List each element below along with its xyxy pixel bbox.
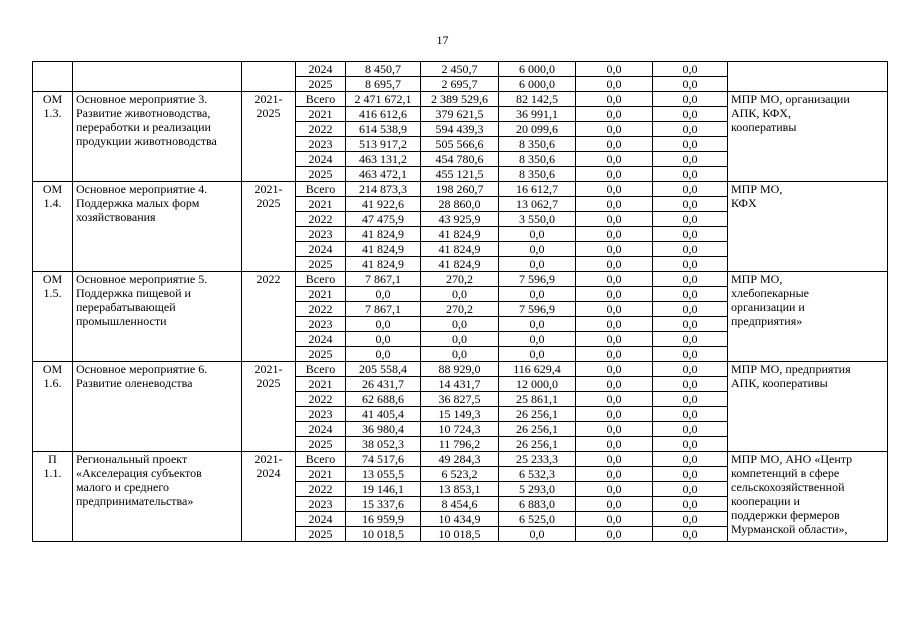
budget-source-4-cell: 0,0	[653, 287, 728, 302]
budget-source-3-cell: 0,0	[576, 152, 653, 167]
budget-source-2-cell: 26 256,1	[499, 407, 576, 422]
budget-source-3-cell: 0,0	[576, 167, 653, 182]
total-amount-cell: 74 517,6	[346, 452, 421, 467]
budget-source-1-cell: 505 566,6	[421, 137, 499, 152]
responsible-cell	[728, 62, 888, 92]
year-cell: 2024	[296, 332, 346, 347]
period-line: 2025	[256, 106, 281, 120]
budget-source-1-cell: 10 018,5	[421, 527, 499, 542]
budget-source-3-cell: 0,0	[576, 482, 653, 497]
budget-source-1-cell: 594 439,3	[421, 122, 499, 137]
budget-source-3-cell: 0,0	[576, 497, 653, 512]
year-cell: 2021	[296, 107, 346, 122]
budget-source-1-cell: 454 780,6	[421, 152, 499, 167]
budget-source-3-cell: 0,0	[576, 182, 653, 197]
year-cell: 2023	[296, 497, 346, 512]
total-amount-cell: 214 873,3	[346, 182, 421, 197]
responsible-line: МПР МО, АНО «Центр	[731, 452, 853, 466]
year-cell: 2021	[296, 377, 346, 392]
total-amount-cell: 16 959,9	[346, 512, 421, 527]
year-cell: 2024	[296, 242, 346, 257]
budget-source-3-cell: 0,0	[576, 272, 653, 287]
activity-code-cell	[33, 92, 73, 182]
total-amount-cell: 463 472,1	[346, 167, 421, 182]
budget-source-4-cell: 0,0	[653, 137, 728, 152]
year-cell: Всего	[296, 362, 346, 377]
budget-source-1-cell: 10 434,9	[421, 512, 499, 527]
budget-source-1-cell: 11 796,2	[421, 437, 499, 452]
budget-source-2-cell: 3 550,0	[499, 212, 576, 227]
period-line: 2024	[256, 466, 281, 480]
budget-source-4-cell: 0,0	[653, 212, 728, 227]
year-cell: 2022	[296, 122, 346, 137]
responsible-line: хлебопекарные	[731, 286, 809, 300]
budget-source-2-cell: 25 861,1	[499, 392, 576, 407]
budget-source-2-cell: 0,0	[499, 227, 576, 242]
budget-source-1-cell: 379 621,5	[421, 107, 499, 122]
year-cell: 2022	[296, 212, 346, 227]
activity-code-line: 1.4.	[43, 196, 62, 210]
period-cell	[242, 362, 296, 452]
budget-source-3-cell: 0,0	[576, 92, 653, 107]
budget-source-1-cell: 2 695,7	[421, 77, 499, 92]
table-row	[33, 62, 888, 77]
budget-source-2-cell: 8 350,6	[499, 152, 576, 167]
responsible-cell	[728, 272, 888, 362]
budget-source-1-cell: 6 523,2	[421, 467, 499, 482]
activity-name-line: Поддержка пищевой и	[76, 286, 191, 300]
year-cell: 2024	[296, 62, 346, 77]
budget-source-3-cell: 0,0	[576, 422, 653, 437]
activity-code-line: П	[48, 452, 57, 466]
budget-table	[32, 61, 888, 542]
budget-source-4-cell: 0,0	[653, 362, 728, 377]
total-amount-cell: 0,0	[346, 317, 421, 332]
budget-source-1-cell: 36 827,5	[421, 392, 499, 407]
activity-name-line: Основное мероприятие 3.	[76, 92, 208, 106]
total-amount-cell: 13 055,5	[346, 467, 421, 482]
activity-name-cell	[73, 62, 242, 92]
budget-source-3-cell: 0,0	[576, 437, 653, 452]
budget-source-2-cell: 0,0	[499, 257, 576, 272]
table-row	[33, 362, 888, 377]
year-cell: Всего	[296, 92, 346, 107]
year-cell: 2021	[296, 197, 346, 212]
responsible-line: Мурманской области»,	[731, 522, 848, 536]
year-cell: 2023	[296, 407, 346, 422]
budget-source-2-cell: 6 000,0	[499, 62, 576, 77]
activity-code-cell	[33, 452, 73, 542]
budget-source-3-cell: 0,0	[576, 467, 653, 482]
activity-name-line: предпринимательства»	[76, 494, 194, 508]
year-cell: 2022	[296, 482, 346, 497]
period-cell	[242, 62, 296, 92]
activity-name-cell	[73, 362, 242, 452]
responsible-line: МПР МО,	[731, 272, 783, 286]
budget-source-4-cell: 0,0	[653, 332, 728, 347]
budget-source-1-cell: 8 454,6	[421, 497, 499, 512]
activity-code-line: 1.6.	[43, 376, 62, 390]
activity-code-line: ОМ	[42, 362, 63, 376]
total-amount-cell: 41 824,9	[346, 227, 421, 242]
budget-source-4-cell: 0,0	[653, 197, 728, 212]
budget-source-2-cell: 8 350,6	[499, 167, 576, 182]
table-row	[33, 92, 888, 107]
budget-source-1-cell: 2 450,7	[421, 62, 499, 77]
budget-source-1-cell: 15 149,3	[421, 407, 499, 422]
budget-source-4-cell: 0,0	[653, 347, 728, 362]
budget-source-1-cell: 0,0	[421, 317, 499, 332]
budget-source-4-cell: 0,0	[653, 62, 728, 77]
budget-source-2-cell: 13 062,7	[499, 197, 576, 212]
budget-source-2-cell: 12 000,0	[499, 377, 576, 392]
budget-source-1-cell: 0,0	[421, 287, 499, 302]
budget-source-3-cell: 0,0	[576, 257, 653, 272]
responsible-line: КФХ	[731, 196, 757, 210]
budget-source-2-cell: 116 629,4	[499, 362, 576, 377]
year-cell: 2025	[296, 437, 346, 452]
budget-source-3-cell: 0,0	[576, 137, 653, 152]
year-cell: 2022	[296, 302, 346, 317]
period-line: 2021-	[254, 182, 283, 196]
activity-code-cell	[33, 362, 73, 452]
activity-name-cell	[73, 182, 242, 272]
budget-source-1-cell: 28 860,0	[421, 197, 499, 212]
budget-source-4-cell: 0,0	[653, 152, 728, 167]
budget-source-4-cell: 0,0	[653, 377, 728, 392]
budget-source-4-cell: 0,0	[653, 452, 728, 467]
budget-source-4-cell: 0,0	[653, 482, 728, 497]
year-cell: 2025	[296, 347, 346, 362]
activity-name-cell	[73, 92, 242, 182]
table-row	[33, 272, 888, 287]
activity-name-line: Развитие оленеводства	[76, 376, 193, 390]
budget-source-4-cell: 0,0	[653, 422, 728, 437]
responsible-line: поддержки фермеров	[731, 508, 840, 522]
budget-source-2-cell: 5 293,0	[499, 482, 576, 497]
budget-source-1-cell: 13 853,1	[421, 482, 499, 497]
budget-source-2-cell: 0,0	[499, 332, 576, 347]
activity-name-line: перерабатывающей	[76, 300, 176, 314]
year-cell: Всего	[296, 182, 346, 197]
period-line: 2021-	[254, 452, 283, 466]
activity-code-cell	[33, 62, 73, 92]
budget-source-4-cell: 0,0	[653, 512, 728, 527]
budget-source-1-cell: 2 389 529,6	[421, 92, 499, 107]
total-amount-cell: 7 867,1	[346, 272, 421, 287]
year-cell: 2023	[296, 137, 346, 152]
budget-source-2-cell: 6 532,3	[499, 467, 576, 482]
period-line: 2021-	[254, 362, 283, 376]
budget-source-3-cell: 0,0	[576, 287, 653, 302]
budget-source-1-cell: 0,0	[421, 347, 499, 362]
year-cell: 2021	[296, 467, 346, 482]
responsible-cell	[728, 92, 888, 182]
table-row	[33, 182, 888, 197]
budget-source-4-cell: 0,0	[653, 317, 728, 332]
total-amount-cell: 38 052,3	[346, 437, 421, 452]
period-cell	[242, 182, 296, 272]
responsible-line: сельскохозяйственной	[731, 480, 845, 494]
budget-source-2-cell: 6 000,0	[499, 77, 576, 92]
budget-source-3-cell: 0,0	[576, 197, 653, 212]
budget-source-4-cell: 0,0	[653, 242, 728, 257]
total-amount-cell: 205 558,4	[346, 362, 421, 377]
activity-code-cell	[33, 272, 73, 362]
total-amount-cell: 10 018,5	[346, 527, 421, 542]
budget-source-4-cell: 0,0	[653, 437, 728, 452]
budget-source-4-cell: 0,0	[653, 392, 728, 407]
budget-source-1-cell: 14 431,7	[421, 377, 499, 392]
year-cell: 2023	[296, 227, 346, 242]
budget-source-1-cell: 43 925,9	[421, 212, 499, 227]
budget-source-4-cell: 0,0	[653, 467, 728, 482]
period-cell	[242, 272, 296, 362]
responsible-line: кооперации и	[731, 494, 800, 508]
period-cell	[242, 452, 296, 542]
year-cell: 2024	[296, 152, 346, 167]
budget-source-2-cell: 6 525,0	[499, 512, 576, 527]
responsible-line: АПК, кооперативы	[731, 376, 828, 390]
budget-source-1-cell: 41 824,9	[421, 257, 499, 272]
activity-name-line: Основное мероприятие 4.	[76, 182, 208, 196]
activity-name-line: промышленности	[76, 314, 167, 328]
budget-source-2-cell: 0,0	[499, 317, 576, 332]
year-cell: Всего	[296, 452, 346, 467]
responsible-line: кооперативы	[731, 120, 797, 134]
budget-source-4-cell: 0,0	[653, 272, 728, 287]
year-cell: 2024	[296, 512, 346, 527]
budget-source-4-cell: 0,0	[653, 167, 728, 182]
activity-name-cell	[73, 452, 242, 542]
period-line: 2021-	[254, 92, 283, 106]
budget-source-4-cell: 0,0	[653, 497, 728, 512]
budget-source-2-cell: 0,0	[499, 287, 576, 302]
budget-source-2-cell: 26 256,1	[499, 422, 576, 437]
total-amount-cell: 416 612,6	[346, 107, 421, 122]
budget-source-2-cell: 82 142,5	[499, 92, 576, 107]
total-amount-cell: 0,0	[346, 287, 421, 302]
activity-code-line: 1.5.	[43, 286, 62, 300]
activity-code-line: ОМ	[42, 182, 63, 196]
budget-source-1-cell: 270,2	[421, 302, 499, 317]
activity-name-line: продукции животноводства	[76, 134, 217, 148]
year-cell: 2025	[296, 77, 346, 92]
activity-code-cell	[33, 182, 73, 272]
budget-source-4-cell: 0,0	[653, 107, 728, 122]
budget-source-3-cell: 0,0	[576, 407, 653, 422]
budget-source-1-cell: 10 724,3	[421, 422, 499, 437]
budget-source-3-cell: 0,0	[576, 242, 653, 257]
activity-name-line: Развитие животноводства,	[76, 106, 211, 120]
activity-name-line: малого и среднего	[76, 480, 169, 494]
period-line: 2022	[256, 272, 281, 286]
total-amount-cell: 41 824,9	[346, 242, 421, 257]
budget-source-3-cell: 0,0	[576, 62, 653, 77]
budget-source-3-cell: 0,0	[576, 212, 653, 227]
budget-source-2-cell: 6 883,0	[499, 497, 576, 512]
total-amount-cell: 7 867,1	[346, 302, 421, 317]
activity-name-line: «Акселерация субъектов	[76, 466, 202, 480]
year-cell: 2024	[296, 422, 346, 437]
total-amount-cell: 463 131,2	[346, 152, 421, 167]
activity-name-cell	[73, 272, 242, 362]
budget-source-2-cell: 25 233,3	[499, 452, 576, 467]
period-line: 2025	[256, 196, 281, 210]
year-cell: Всего	[296, 272, 346, 287]
activity-name-line: Основное мероприятие 5.	[76, 272, 208, 286]
activity-name-line: Основное мероприятие 6.	[76, 362, 208, 376]
total-amount-cell: 19 146,1	[346, 482, 421, 497]
total-amount-cell: 47 475,9	[346, 212, 421, 227]
total-amount-cell: 41 922,6	[346, 197, 421, 212]
budget-source-3-cell: 0,0	[576, 392, 653, 407]
budget-source-3-cell: 0,0	[576, 512, 653, 527]
budget-source-1-cell: 270,2	[421, 272, 499, 287]
budget-source-3-cell: 0,0	[576, 302, 653, 317]
activity-name-line: хозяйствования	[76, 210, 156, 224]
page-number: 17	[436, 33, 449, 47]
responsible-line: МПР МО,	[731, 182, 783, 196]
budget-source-3-cell: 0,0	[576, 362, 653, 377]
budget-source-3-cell: 0,0	[576, 227, 653, 242]
budget-source-4-cell: 0,0	[653, 182, 728, 197]
total-amount-cell: 614 538,9	[346, 122, 421, 137]
budget-source-4-cell: 0,0	[653, 257, 728, 272]
budget-source-4-cell: 0,0	[653, 92, 728, 107]
total-amount-cell: 15 337,6	[346, 497, 421, 512]
total-amount-cell: 0,0	[346, 347, 421, 362]
budget-source-3-cell: 0,0	[576, 77, 653, 92]
table-row	[33, 452, 888, 467]
budget-source-3-cell: 0,0	[576, 452, 653, 467]
total-amount-cell: 41 824,9	[346, 257, 421, 272]
responsible-cell	[728, 182, 888, 272]
activity-name-line: переработки и реализации	[76, 120, 211, 134]
budget-source-3-cell: 0,0	[576, 122, 653, 137]
total-amount-cell: 2 471 672,1	[346, 92, 421, 107]
year-cell: 2022	[296, 392, 346, 407]
total-amount-cell: 62 688,6	[346, 392, 421, 407]
budget-source-4-cell: 0,0	[653, 227, 728, 242]
budget-source-2-cell: 20 099,6	[499, 122, 576, 137]
responsible-cell	[728, 452, 888, 542]
budget-source-2-cell: 26 256,1	[499, 437, 576, 452]
total-amount-cell: 513 917,2	[346, 137, 421, 152]
budget-source-2-cell: 0,0	[499, 242, 576, 257]
year-cell: 2021	[296, 287, 346, 302]
budget-source-4-cell: 0,0	[653, 527, 728, 542]
budget-source-3-cell: 0,0	[576, 377, 653, 392]
budget-source-1-cell: 41 824,9	[421, 227, 499, 242]
total-amount-cell: 41 405,4	[346, 407, 421, 422]
period-cell	[242, 92, 296, 182]
budget-source-1-cell: 49 284,3	[421, 452, 499, 467]
budget-source-3-cell: 0,0	[576, 347, 653, 362]
total-amount-cell: 26 431,7	[346, 377, 421, 392]
responsible-line: организации и	[731, 300, 805, 314]
budget-source-3-cell: 0,0	[576, 107, 653, 122]
responsible-line: компетенций в сфере	[731, 466, 840, 480]
budget-source-1-cell: 0,0	[421, 332, 499, 347]
activity-code-line: 1.1.	[43, 466, 62, 480]
activity-name-line: Региональный проект	[76, 452, 188, 466]
budget-source-1-cell: 198 260,7	[421, 182, 499, 197]
budget-source-2-cell: 36 991,1	[499, 107, 576, 122]
activity-name-line: Поддержка малых форм	[76, 196, 200, 210]
budget-source-4-cell: 0,0	[653, 302, 728, 317]
total-amount-cell: 0,0	[346, 332, 421, 347]
budget-source-4-cell: 0,0	[653, 122, 728, 137]
year-cell: 2023	[296, 317, 346, 332]
budget-source-2-cell: 16 612,7	[499, 182, 576, 197]
activity-code-line: ОМ	[42, 272, 63, 286]
year-cell: 2025	[296, 167, 346, 182]
budget-source-3-cell: 0,0	[576, 332, 653, 347]
budget-source-1-cell: 88 929,0	[421, 362, 499, 377]
total-amount-cell: 8 695,7	[346, 77, 421, 92]
budget-source-2-cell: 7 596,9	[499, 272, 576, 287]
budget-source-1-cell: 41 824,9	[421, 242, 499, 257]
budget-source-2-cell: 8 350,6	[499, 137, 576, 152]
responsible-line: АПК, КФХ,	[731, 106, 791, 120]
responsible-cell	[728, 362, 888, 452]
year-cell: 2025	[296, 257, 346, 272]
budget-source-2-cell: 0,0	[499, 347, 576, 362]
activity-code-line: 1.3.	[43, 106, 62, 120]
responsible-line: предприятия»	[731, 314, 803, 328]
budget-source-4-cell: 0,0	[653, 77, 728, 92]
total-amount-cell: 36 980,4	[346, 422, 421, 437]
responsible-line: МПР МО, организации	[731, 92, 850, 106]
budget-source-3-cell: 0,0	[576, 317, 653, 332]
activity-code-line: ОМ	[42, 92, 63, 106]
budget-source-3-cell: 0,0	[576, 527, 653, 542]
year-cell: 2025	[296, 527, 346, 542]
period-line: 2025	[256, 376, 281, 390]
budget-source-4-cell: 0,0	[653, 407, 728, 422]
budget-source-2-cell: 7 596,9	[499, 302, 576, 317]
total-amount-cell: 8 450,7	[346, 62, 421, 77]
budget-source-2-cell: 0,0	[499, 527, 576, 542]
responsible-line: МПР МО, предприятия	[731, 362, 851, 376]
budget-source-1-cell: 455 121,5	[421, 167, 499, 182]
